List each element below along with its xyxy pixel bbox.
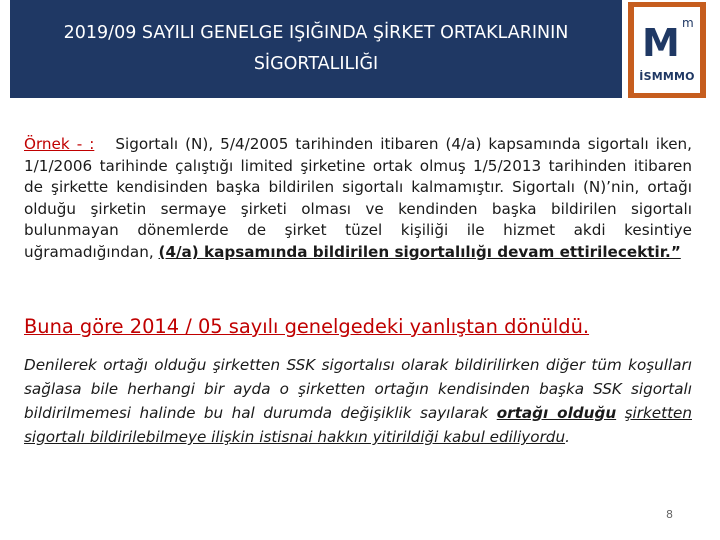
quote-emphasis: ortağı olduğu [496, 404, 617, 422]
quote-body: Denilerek ortağı olduğu şirketten SSK sigortalısı olarak bildirilirken diğer tüm koşulları sağlasa bile herhangi bir ayda o şirketten ortağın kendisinden başka SSK sigortalı bildirilmemesi halinde bu hal durumda değişiklik sayılarak [24, 356, 692, 422]
quote-paragraph [24, 353, 692, 449]
title-line-2: SİGORTALILIĞI [253, 54, 379, 74]
header-banner [10, 0, 622, 98]
logo-superscript: m [682, 16, 694, 30]
example-emphasis: (4/a) kapsamında bildirilen sigortalılığı devam ettirilecektir.” [158, 242, 681, 261]
logo-text: İSMMMO [639, 70, 695, 83]
page-number: 8 [666, 508, 673, 521]
example-label: Örnek - : [24, 135, 95, 153]
quote-underlined: şirketten sigortalı bildirilebilmeye ilişkin istisnai hakkın yitirildiği kabul ediliyordu [24, 404, 692, 446]
logo-panel [634, 7, 700, 93]
example-body: Sigortalı (N), 5/4/2005 tarihinden itibaren (4/a) kapsamında sigortalı iken, 1/1/2006 tarihinde çalıştığı limited şirketine ortak olmuş 1/5/2013 tarihinden itibaren de şirkette kendisinden başka bildirilen sigortalı kalmamıştır. Sigortalı (N)’nin, ortağı olduğu şirketin sermaye şirketi olması ve kendinden başka bildirilen sigortalı bulunmayan dönemlerde de şirket tüzel kişiliği ile hizmet akdi kesintiye uğramadığından, [24, 135, 692, 261]
section-heading: Buna göre 2014 / 05 sayılı genelgedeki yanlıştan dönüldü. [24, 315, 590, 338]
logo-letter: M [642, 21, 680, 65]
quote-end: . [565, 428, 570, 446]
example-paragraph [24, 134, 692, 264]
ismmmo-logo [628, 2, 706, 98]
slide-title [52, 18, 581, 79]
title-line-1: 2019/09 SAYILI GENELGE IŞIĞINDA ŞİRKET ORTAKLARININ [63, 23, 569, 44]
